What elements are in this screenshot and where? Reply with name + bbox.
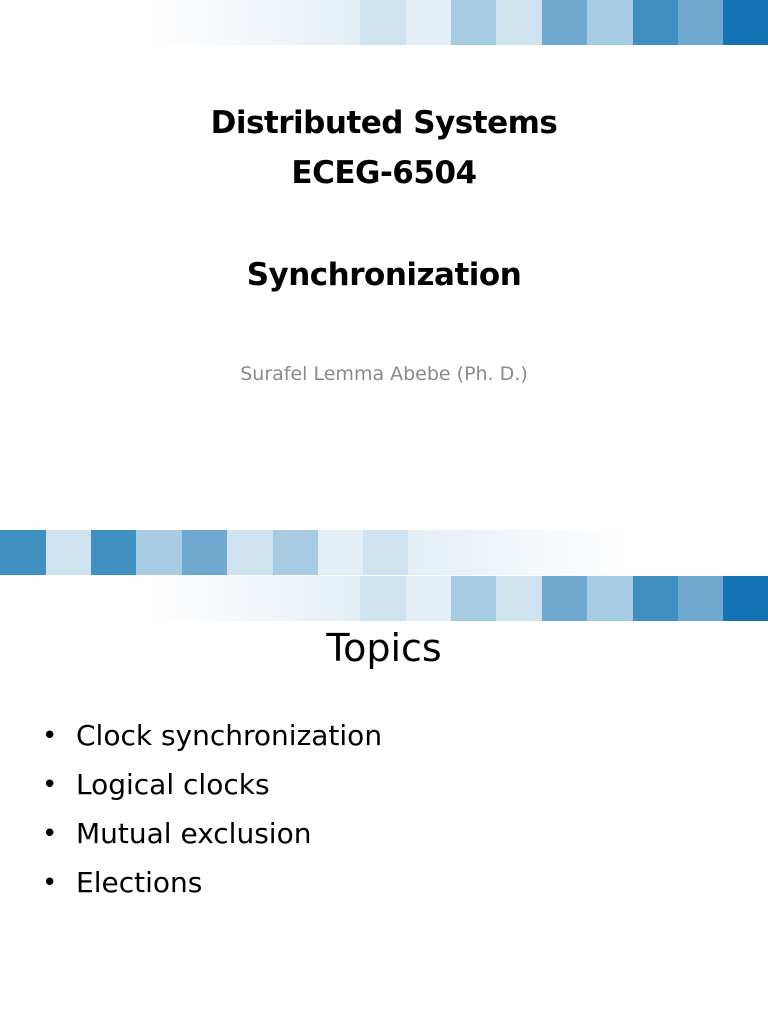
- band-cell: [678, 0, 723, 45]
- band-cell: [136, 530, 182, 575]
- band-gradient: [150, 0, 360, 45]
- band-cell: [360, 576, 406, 621]
- lecture-topic: Synchronization: [246, 257, 522, 293]
- decorative-top-band: [0, 0, 768, 45]
- band-cell: [451, 0, 496, 45]
- band-cell: [542, 576, 587, 621]
- bullet-icon: •: [42, 721, 58, 751]
- decorative-bottom-band: [0, 530, 768, 575]
- band-cell: [633, 0, 678, 45]
- band-gradient: [408, 530, 628, 575]
- band-cell: [182, 530, 227, 575]
- band-cell: [0, 530, 46, 575]
- bullet-icon: •: [42, 770, 58, 800]
- band-cell: [723, 576, 768, 621]
- band-cell: [587, 576, 633, 621]
- list-item: [42, 716, 382, 765]
- list-item: [42, 814, 382, 863]
- band-cell: [496, 0, 542, 45]
- bullet-icon: •: [42, 868, 58, 898]
- topic-list: [42, 716, 382, 912]
- band-cell: [363, 530, 408, 575]
- band-cell: [496, 576, 542, 621]
- topic-text: Mutual exclusion: [76, 817, 312, 850]
- band-cell: [587, 0, 633, 45]
- topic-text: Logical clocks: [76, 768, 270, 801]
- band-cell: [360, 0, 406, 45]
- band-cell: [46, 530, 91, 575]
- band-cell: [542, 0, 587, 45]
- author-name: Surafel Lemma Abebe (Ph. D.): [240, 363, 528, 385]
- list-item: [42, 863, 382, 912]
- bullet-icon: •: [42, 819, 58, 849]
- course-code: ECEG-6504: [291, 155, 477, 191]
- topics-slide: [0, 576, 768, 1024]
- slide-title: Topics: [326, 626, 442, 670]
- band-cell: [633, 576, 678, 621]
- band-cell: [723, 0, 768, 45]
- band-cell: [273, 530, 318, 575]
- list-item: [42, 765, 382, 814]
- decorative-top-band: [0, 576, 768, 621]
- topic-text: Clock synchronization: [76, 719, 383, 752]
- topic-text: Elections: [76, 866, 203, 899]
- band-cell: [406, 576, 451, 621]
- course-title: Distributed Systems: [210, 105, 558, 141]
- band-cell: [227, 530, 273, 575]
- band-cell: [678, 576, 723, 621]
- band-cell: [91, 530, 136, 575]
- band-gradient: [150, 576, 360, 621]
- band-cell: [451, 576, 496, 621]
- band-cell: [406, 0, 451, 45]
- band-cell: [318, 530, 363, 575]
